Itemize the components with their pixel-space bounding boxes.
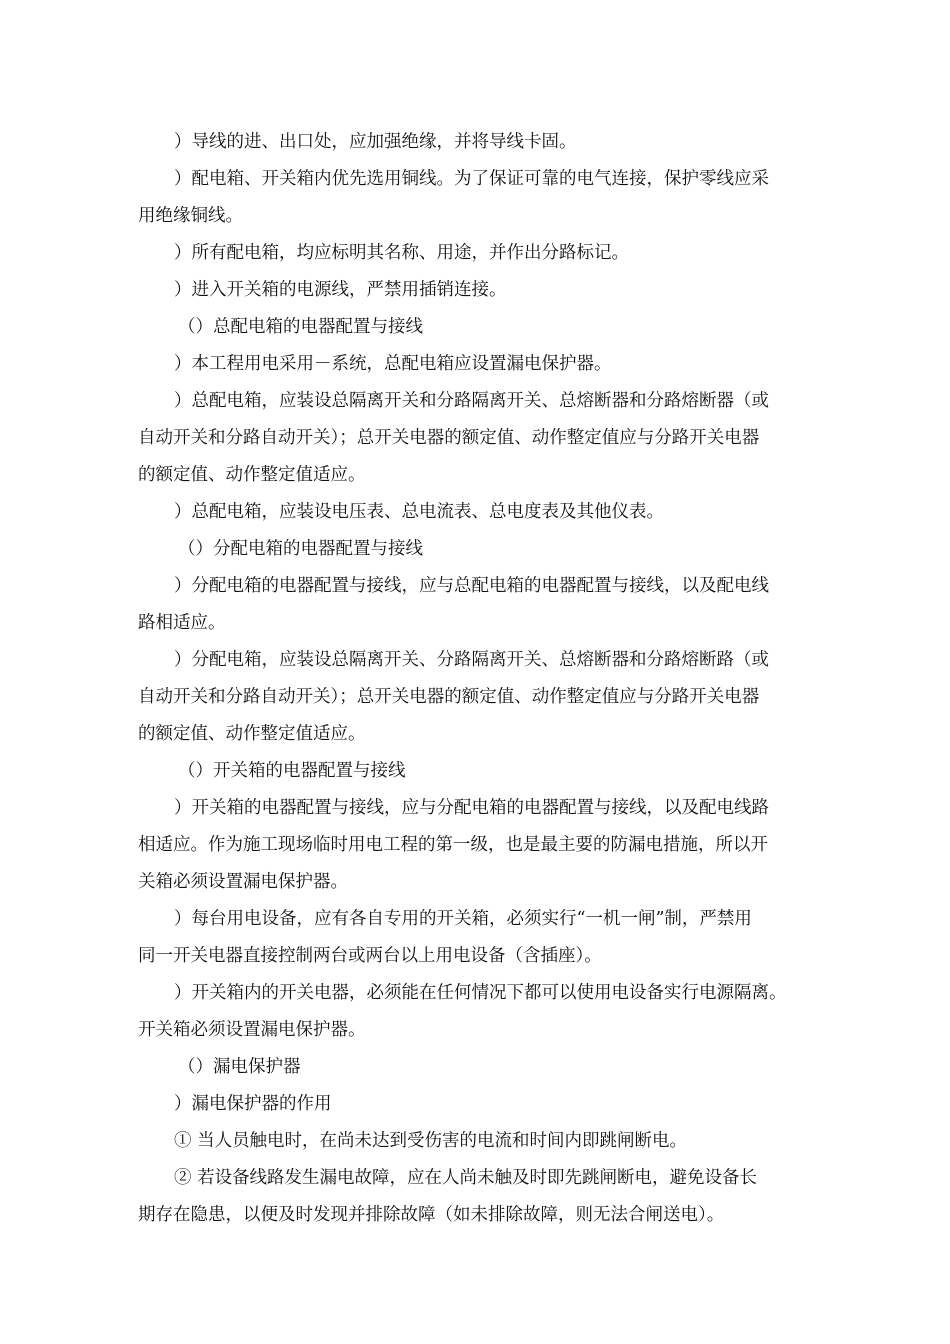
text-line: 用绝缘铜线。 [138, 206, 243, 226]
text-line: 的额定值、动作整定值适应。 [138, 465, 366, 485]
section-heading: （）总配电箱的电器配置与接线 [178, 317, 423, 337]
text-line: 期存在隐患，以便及时发现并排除故障（如未排除故障，则无法合闸送电）。 [138, 1205, 725, 1225]
text-line: ）分配电箱的电器配置与接线，应与总配电箱的电器配置与接线，以及配电线 [174, 576, 769, 596]
text-line: ）所有配电箱，均应标明其名称、用途，并作出分路标记。 [174, 243, 629, 263]
text-line: 相适应。作为施工现场临时用电工程的第一级，也是最主要的防漏电措施，所以开 [138, 835, 768, 855]
text-line: ）开关箱内的开关电器，必须能在任何情况下都可以使用电设备实行电源隔离。 [174, 983, 787, 1003]
text-line: 的额定值、动作整定值适应。 [138, 724, 366, 744]
text-line: ）进入开关箱的电源线，严禁用插销连接。 [174, 280, 507, 300]
text-line: ）配电箱、开关箱内优先选用铜线。为了保证可靠的电气连接，保护零线应采 [174, 169, 769, 189]
section-heading: （）分配电箱的电器配置与接线 [178, 539, 423, 559]
text-line: 关箱必须设置漏电保护器。 [138, 872, 348, 892]
section-heading: （）漏电保护器 [178, 1057, 301, 1077]
text-line: 路相适应。 [138, 613, 226, 633]
text-line: ）开关箱的电器配置与接线，应与分配电箱的电器配置与接线，以及配电线路 [174, 798, 769, 818]
document-body [138, 124, 838, 1234]
text-line: ）总配电箱，应装设电压表、总电流表、总电度表及其他仪表。 [174, 502, 664, 522]
text-line: 自动开关和分路自动开关）；总开关电器的额定值、动作整定值应与分路开关电器 [138, 687, 760, 707]
text-line: 开关箱必须设置漏电保护器。 [138, 1020, 366, 1040]
text-line: ）漏电保护器的作用 [174, 1094, 332, 1114]
list-item: ① 当人员触电时，在尚未达到受伤害的电流和时间内即跳闸断电。 [174, 1131, 688, 1151]
list-item: ② 若设备线路发生漏电故障，应在人尚未触及时即先跳闸断电，避免设备长 [174, 1168, 758, 1188]
text-line: ）本工程用电采用－系统，总配电箱应设置漏电保护器。 [174, 354, 612, 374]
text-line: ）分配电箱，应装设总隔离开关、分路隔离开关、总熔断器和分路熔断路（或 [174, 650, 769, 670]
text-line: 自动开关和分路自动开关）；总开关电器的额定值、动作整定值应与分路开关电器 [138, 428, 760, 448]
text-line: ）每台用电设备，应有各自专用的开关箱，必须实行“一机一闸”制，严禁用 [174, 909, 752, 929]
text-line: 同一开关电器直接控制两台或两台以上用电设备（含插座）。 [138, 946, 602, 966]
text-line: ）总配电箱，应装设总隔离开关和分路隔离开关、总熔断器和分路熔断器（或 [174, 391, 769, 411]
text-line: ）导线的进、出口处，应加强绝缘，并将导线卡固。 [174, 132, 577, 152]
section-heading: （）开关箱的电器配置与接线 [178, 761, 406, 781]
